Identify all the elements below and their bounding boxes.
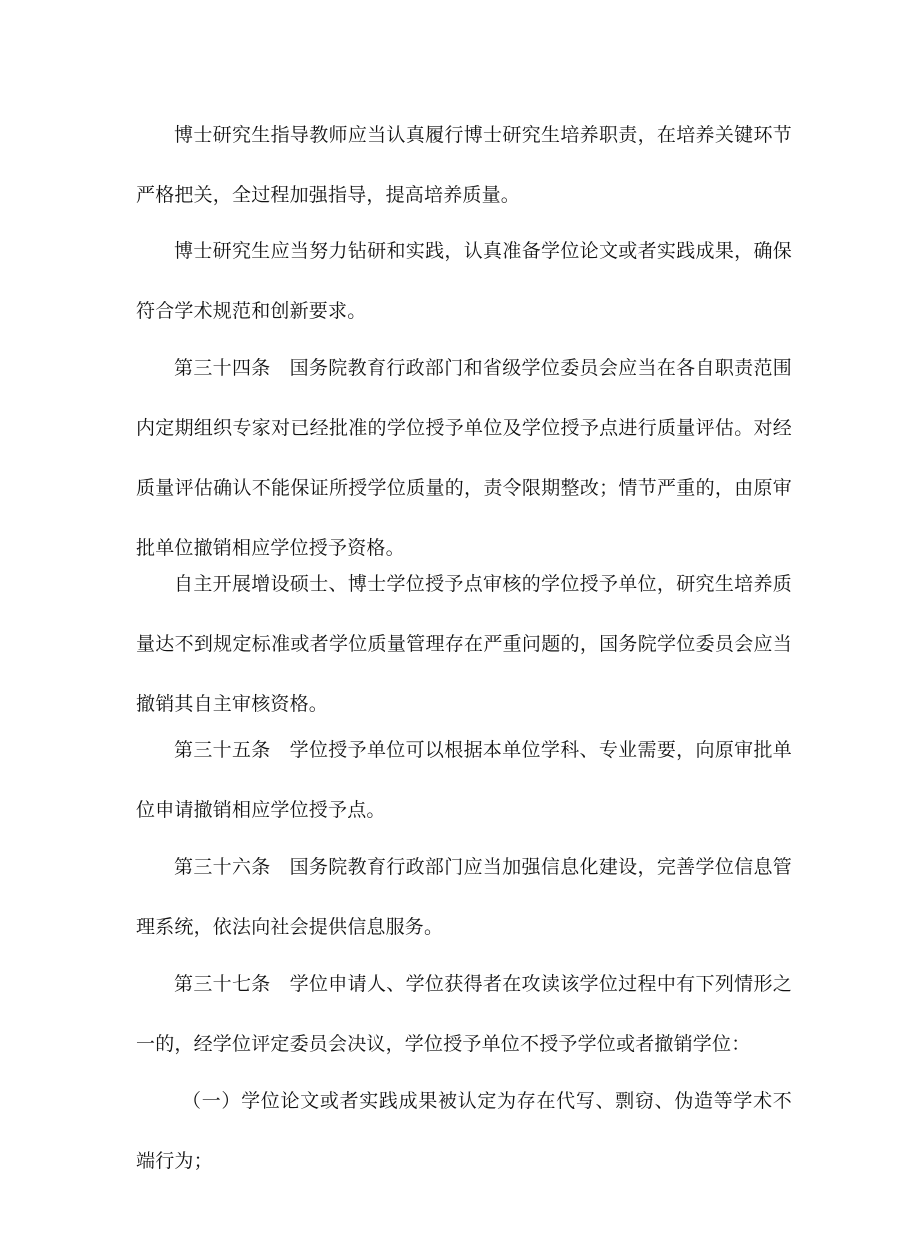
paragraph-text: 学位授予单位可以根据本单位学科、专业需要，向原审批单位申请撤销相应学位授予点。: [136, 739, 792, 821]
paragraph-text: （一）学位论文或者实践成果被认定为存在代写、剽窃、伪造等学术不端行为；: [136, 1090, 792, 1172]
paragraph-text: 国务院教育行政部门和省级学位委员会应当在各自职责范围内定期组织专家对已经批准的学位授予单位及学位授予点进行质量评估。对经质量评估确认不能保证所授学位质量的，责令限期整改；情节严重的，由原审批单位撤销相应学位授予资格。: [136, 357, 792, 559]
paragraph-student-duty: [136, 221, 792, 341]
paragraph-text: 自主开展增设硕士、博士学位授予点审核的学位授予单位，研究生培养质量达不到规定标准或者学位质量管理存在严重问题的，国务院学位委员会应当撤销其自主审核资格。: [136, 573, 792, 715]
list-item-1: [136, 1071, 792, 1191]
article-number: 第三十六条: [174, 856, 271, 878]
paragraph-text: 博士研究生应当努力钻研和实践，认真准备学位论文或者实践成果，确保符合学术规范和创新要求。: [136, 240, 792, 322]
article-number: 第三十七条: [174, 973, 271, 995]
paragraph-text: 国务院教育行政部门应当加强信息化建设，完善学位信息管理系统，依法向社会提供信息服务。: [136, 856, 792, 938]
article-number: 第三十四条: [174, 357, 271, 379]
article-number: 第三十五条: [174, 739, 271, 761]
paragraph-article-36: [136, 837, 792, 957]
paragraph-article-37: [136, 954, 792, 1074]
paragraph-supervisor-duty: [136, 105, 792, 225]
paragraph-article-35: [136, 720, 792, 840]
paragraph-text: 博士研究生指导教师应当认真履行博士研究生培养职责，在培养关键环节严格把关，全过程加强指导，提高培养质量。: [136, 124, 792, 206]
paragraph-self-review: [136, 554, 792, 734]
paragraph-article-34: [136, 338, 792, 578]
paragraph-text: 学位申请人、学位获得者在攻读该学位过程中有下列情形之一的，经学位评定委员会决议，学位授予单位不授予学位或者撤销学位：: [136, 973, 792, 1055]
